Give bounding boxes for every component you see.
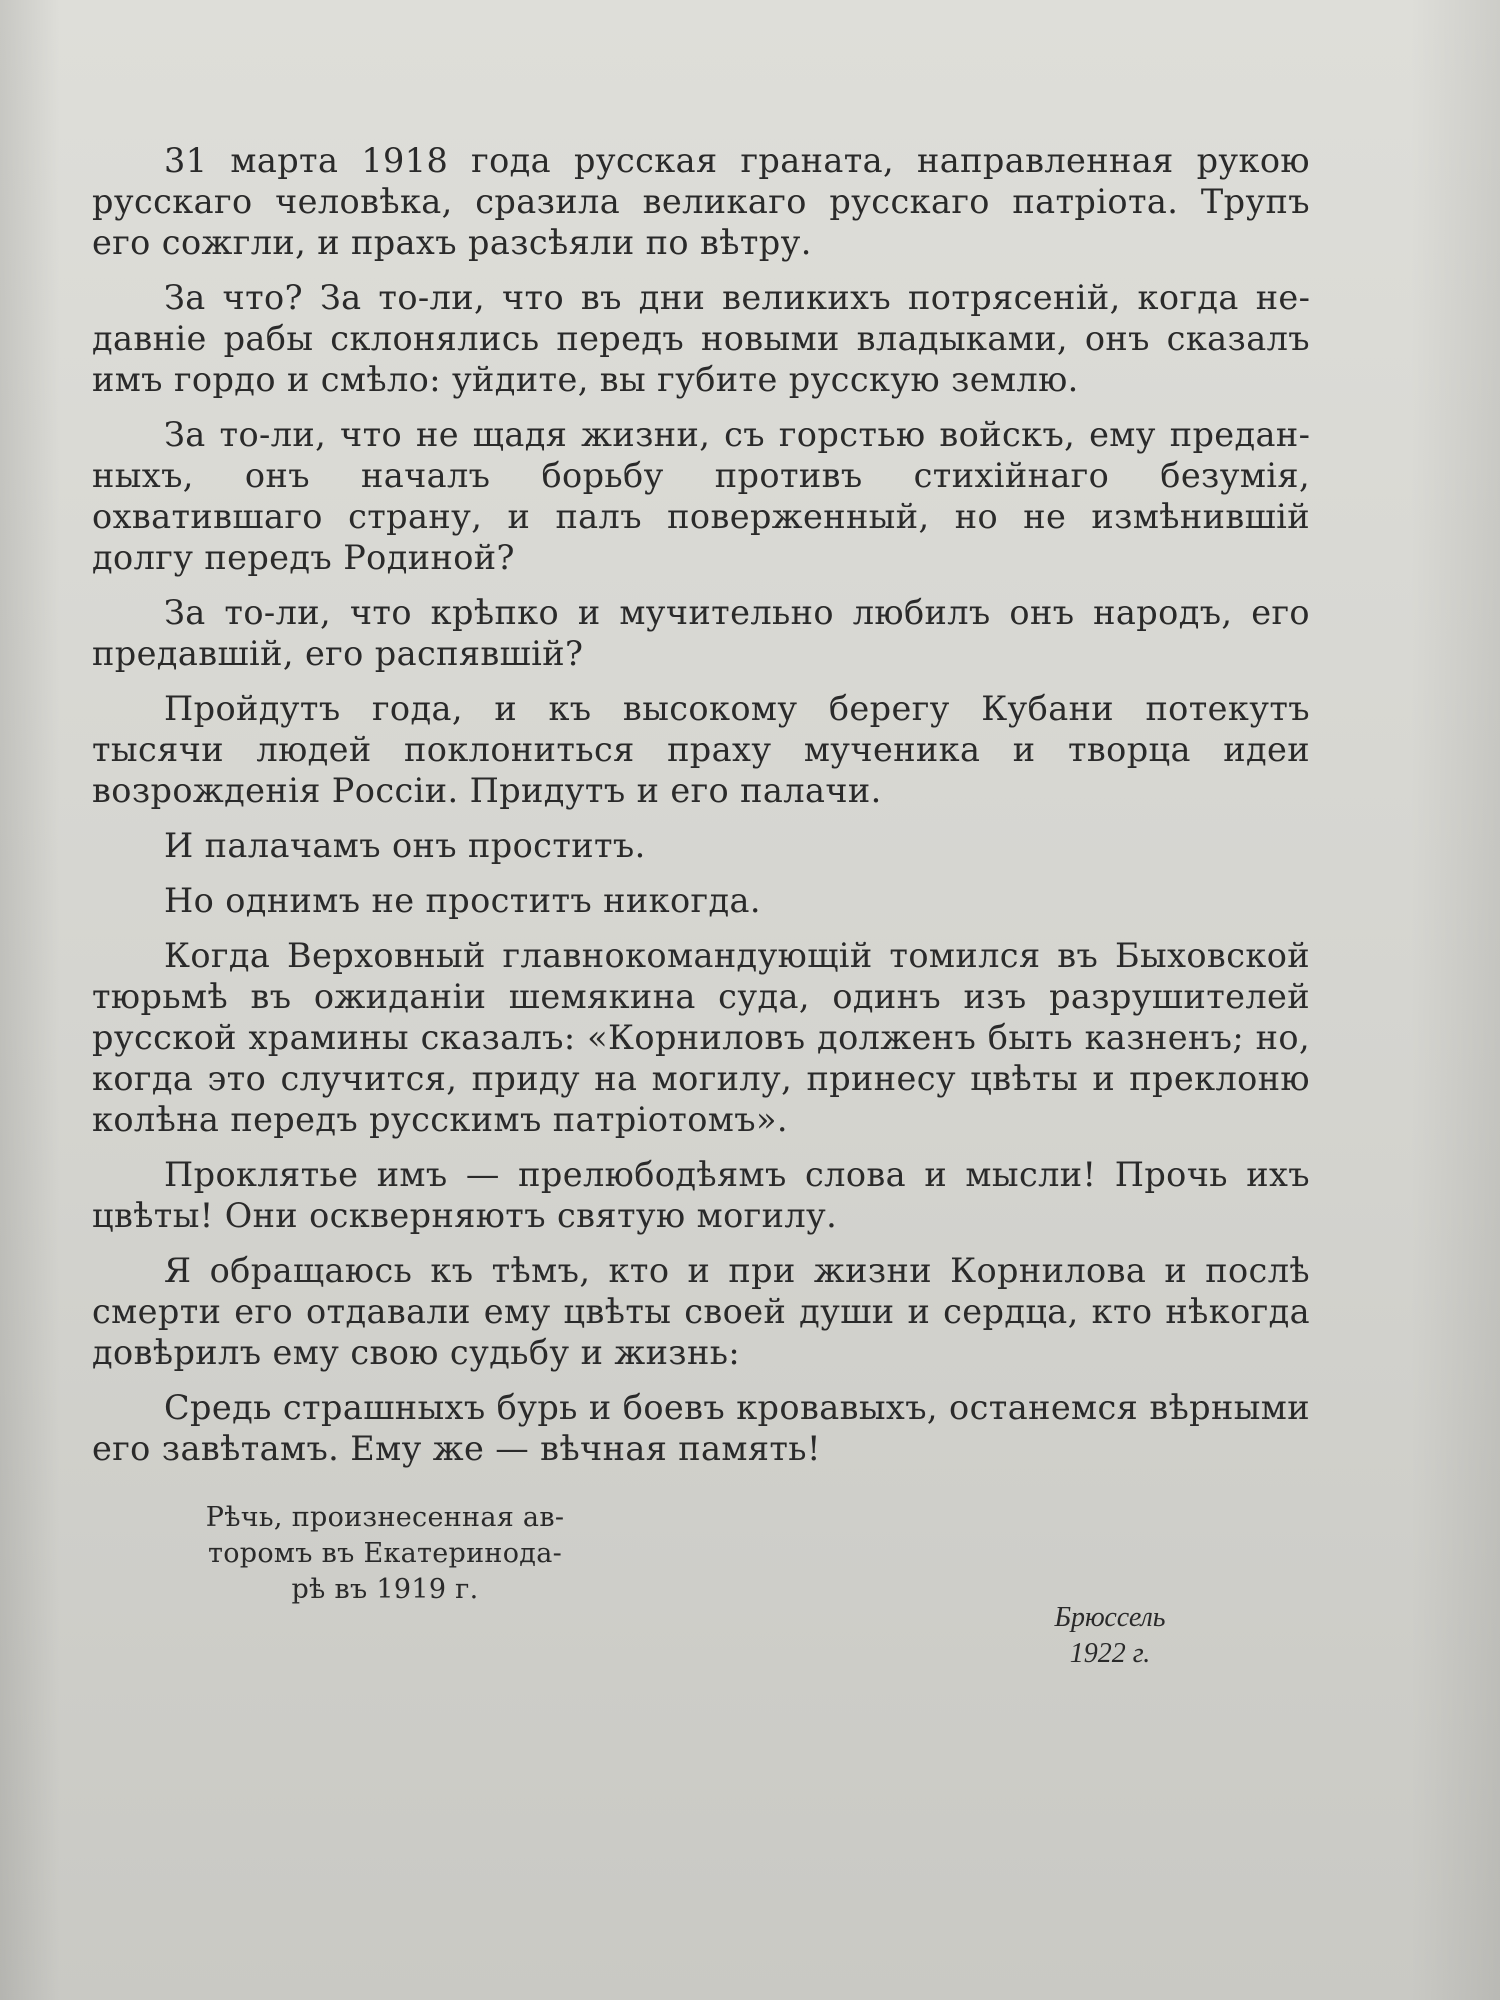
signature-place: Брюссель [1054, 1602, 1166, 1633]
footnote-line-2: торомъ въ Екатеринода- [207, 1538, 563, 1569]
paragraph-1: 31 марта 1918 года русская граната, направленная рукою русскаго человѣка, сразила великаго русскаго патріота. Трупъ его сожгли, и прахъ разсѣяли по вѣтру. [92, 141, 1310, 262]
footnote-line-3: рѣ въ 1919 г. [291, 1574, 479, 1605]
footnote-line-1: Рѣчь, произнесенная ав- [205, 1502, 565, 1533]
paragraph-7: Но однимъ не проститъ никогда. [164, 881, 761, 920]
paragraph-11: Средь страшныхъ бурь и боевъ кровавыхъ, останемся вѣрными его завѣтамъ. Ему же — вѣчная память! [92, 1388, 1310, 1468]
signature-year: 1922 г. [1069, 1638, 1151, 1669]
paragraph-10: Я обращаюсь къ тѣмъ, кто и при жизни Корнилова и послѣ смерти его отдавали ему цвѣты своей души и сердца, кто нѣкогда довѣрилъ ему свою судьбу и жизнь: [92, 1251, 1310, 1372]
paragraph-4: За то-ли, что крѣпко и мучительно любилъ онъ народъ, его предавшій, его распявшій? [92, 593, 1310, 673]
paragraph-3: За то-ли, что не щадя жизни, съ горстью войскъ, ему преданныхъ, онъ началъ борьбу противъ стихійнаго безумія, охватившаго страну, и палъ поверженный, но не измѣнившій долгу передъ Родиной? [92, 415, 1310, 577]
main-text [92, 140, 1310, 1483]
footnote [150, 1500, 620, 1608]
paragraph-6: И палачамъ онъ проститъ. [164, 826, 646, 865]
paragraph-2: За что? За то-ли, что въ дни великихъ потрясеній, когда недавніе рабы склонялись передъ новыми владыками, онъ сказалъ имъ гордо и смѣло: уйдите, вы губите русскую землю. [92, 278, 1310, 399]
signature [1010, 1600, 1210, 1672]
paragraph-5: Пройдутъ года, и къ высокому берегу Кубани потекутъ тысячи людей поклониться праху мученика и творца идеи возрожденія Россіи. Придутъ и его палачи. [92, 689, 1310, 810]
paragraph-9: Проклятье имъ — прелюбодѣямъ слова и мысли! Прочь ихъ цвѣты! Они оскверняютъ святую могилу. [92, 1155, 1310, 1235]
paragraph-8: Когда Верховный главнокомандующій томился въ Быховской тюрьмѣ въ ожиданіи шемякина суда, одинъ изъ разрушителей русской храмины сказалъ: «Корниловъ долженъ быть казненъ; но, когда это случится, приду на могилу, принесу цвѣты и преклоню колѣна передъ русскимъ патріотомъ». [92, 936, 1310, 1139]
